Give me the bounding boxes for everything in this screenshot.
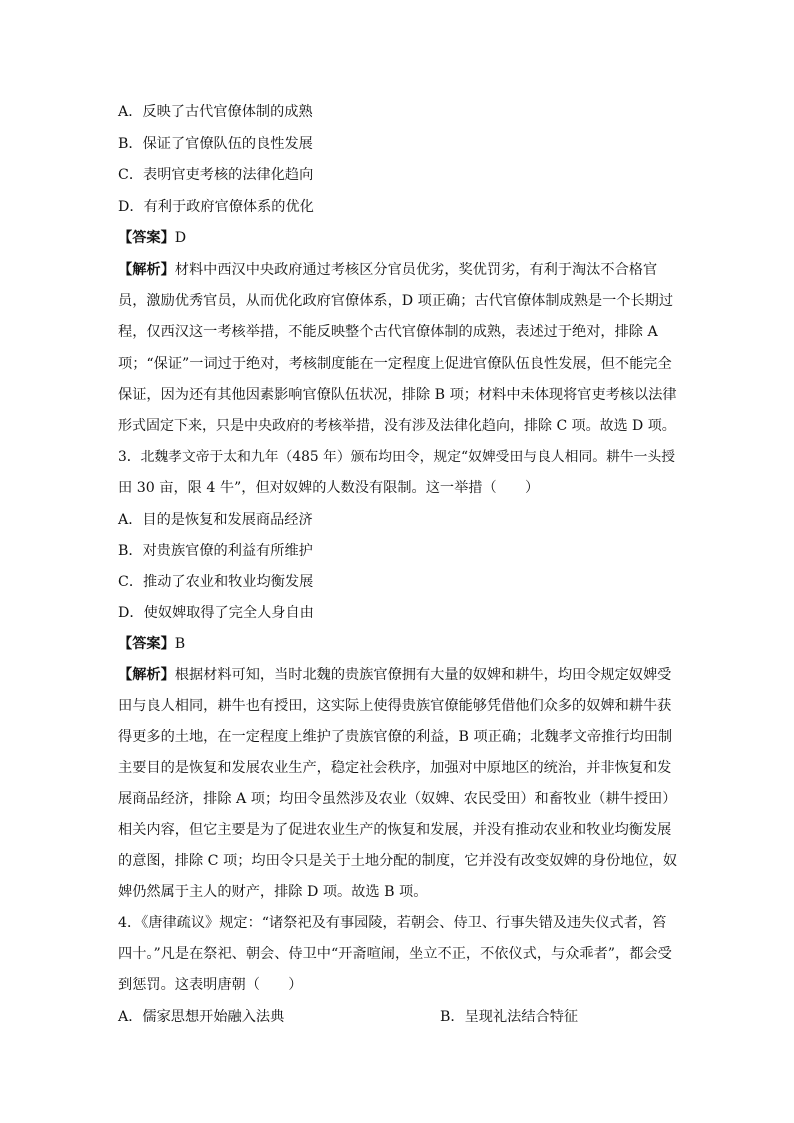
q2-option-a: A．反映了古代官僚体制的成熟	[118, 104, 313, 120]
q4-stem-line: 4．《唐律疏议》规定：“诸祭祀及有事园陵，若朝会、侍卫、行事失错及违失仪式者，笞	[118, 915, 667, 931]
analysis-tag: 【解析】	[118, 667, 175, 683]
answer-tag: 【答案】	[118, 636, 175, 652]
q4-stem-line: 到惩罚。这表明唐朝（ ）	[118, 977, 303, 993]
q3-analysis-line: 田与良人相同，耕牛也有授田，这实际上使得贵族官僚能够凭借他们众多的奴婢和耕牛获	[118, 698, 672, 714]
q3-option-d: D．使奴婢取得了完全人身自由	[118, 605, 314, 621]
q3-analysis-line: 主要目的是恢复和发展农业生产，稳定社会秩序，加强对中原地区的统治，并非恢复和发	[118, 760, 672, 776]
q4-option-b: B．呈现礼法结合特征	[440, 1009, 579, 1025]
q3-option-a: A．目的是恢复和发展商品经济	[118, 512, 313, 528]
q3-analysis-line: 展商品经济，排除 A 项；均田令虽然涉及农业（奴婢、农民受田）和畜牧业（耕牛授田）	[118, 791, 677, 807]
q3-analysis-line: 得更多的土地，在一定程度上维护了贵族官僚的利益，B 项正确；北魏孝文帝推行均田制	[118, 729, 673, 745]
q4-option-a: A．儒家思想开始融入法典	[118, 1009, 285, 1025]
q3-analysis-line: 婢仍然属于主人的财产，排除 D 项。故选 B 项。	[118, 884, 428, 900]
q2-analysis-line: 员，激励优秀官员，从而优化政府官僚体系，D 项正确；古代官僚体制成熟是一个长期过	[118, 293, 674, 309]
q2-answer	[118, 228, 678, 248]
q3-analysis-line: 的意图，排除 C 项；均田令只是关于土地分配的制度，它并没有改变奴婢的身份地位，奴	[118, 853, 678, 869]
analysis-text: 材料中西汉中央政府通过考核区分官员优劣，奖优罚劣，有利于淘汰不合格官	[174, 262, 658, 278]
analysis-text: 根据材料可知，当时北魏的贵族官僚拥有大量的奴婢和耕牛，均田令规定奴婢受	[174, 667, 672, 683]
analysis-tag: 【解析】	[118, 262, 175, 278]
q2-analysis-line: 项；“保证”一词过于绝对，考核制度能在一定程度上促进官僚队伍良性发展，但不能完全	[118, 356, 672, 372]
q2-analysis-line: 程，仅西汉这一考核举措，不能反映整个古代官僚体制的成熟，表述过于绝对，排除 A	[118, 324, 658, 340]
q4-stem-line: 四十。”凡是在祭祀、朝会、侍卫中“开斋喧闹，坐立不正，不依仪式，与众乖者”，都会受	[118, 946, 672, 962]
q3-option-c: C．推动了农业和牧业均衡发展	[118, 574, 314, 590]
answer-tag: 【答案】	[118, 230, 175, 246]
q2-option-c: C．表明官吏考核的法律化趋向	[118, 167, 314, 183]
q3-analysis-line: 相关内容，但它主要是为了促进农业生产的恢复和发展，并没有推动农业和牧业均衡发展	[118, 822, 672, 838]
answer-value: B	[174, 636, 186, 652]
q3-option-b: B．对贵族官僚的利益有所维护	[118, 543, 313, 559]
q2-analysis-line	[118, 260, 678, 280]
q2-analysis-line: 保证，因为还有其他因素影响官僚队伍状况，排除 B 项；材料中未体现将官吏考核以法律	[118, 387, 677, 403]
q2-analysis-line: 形式固定下来，只是中央政府的考核举措，没有涉及法律化趋向，排除 C 项。故选 D 项。	[118, 418, 676, 434]
q3-answer	[118, 634, 678, 654]
q3-stem-line: 田 30 亩，限 4 牛”，但对奴婢的人数没有限制。这一举措（ ）	[118, 480, 540, 496]
answer-value: D	[174, 230, 187, 246]
q3-stem-line: 3．北魏孝文帝于太和九年（485 年）颁布均田令，规定“奴婢受田与良人相同。耕牛一头授	[118, 449, 676, 465]
q3-analysis-line	[118, 665, 678, 685]
q2-option-d: D．有利于政府官僚体系的优化	[118, 199, 314, 215]
q2-option-b: B．保证了官僚队伍的良性发展	[118, 136, 313, 152]
